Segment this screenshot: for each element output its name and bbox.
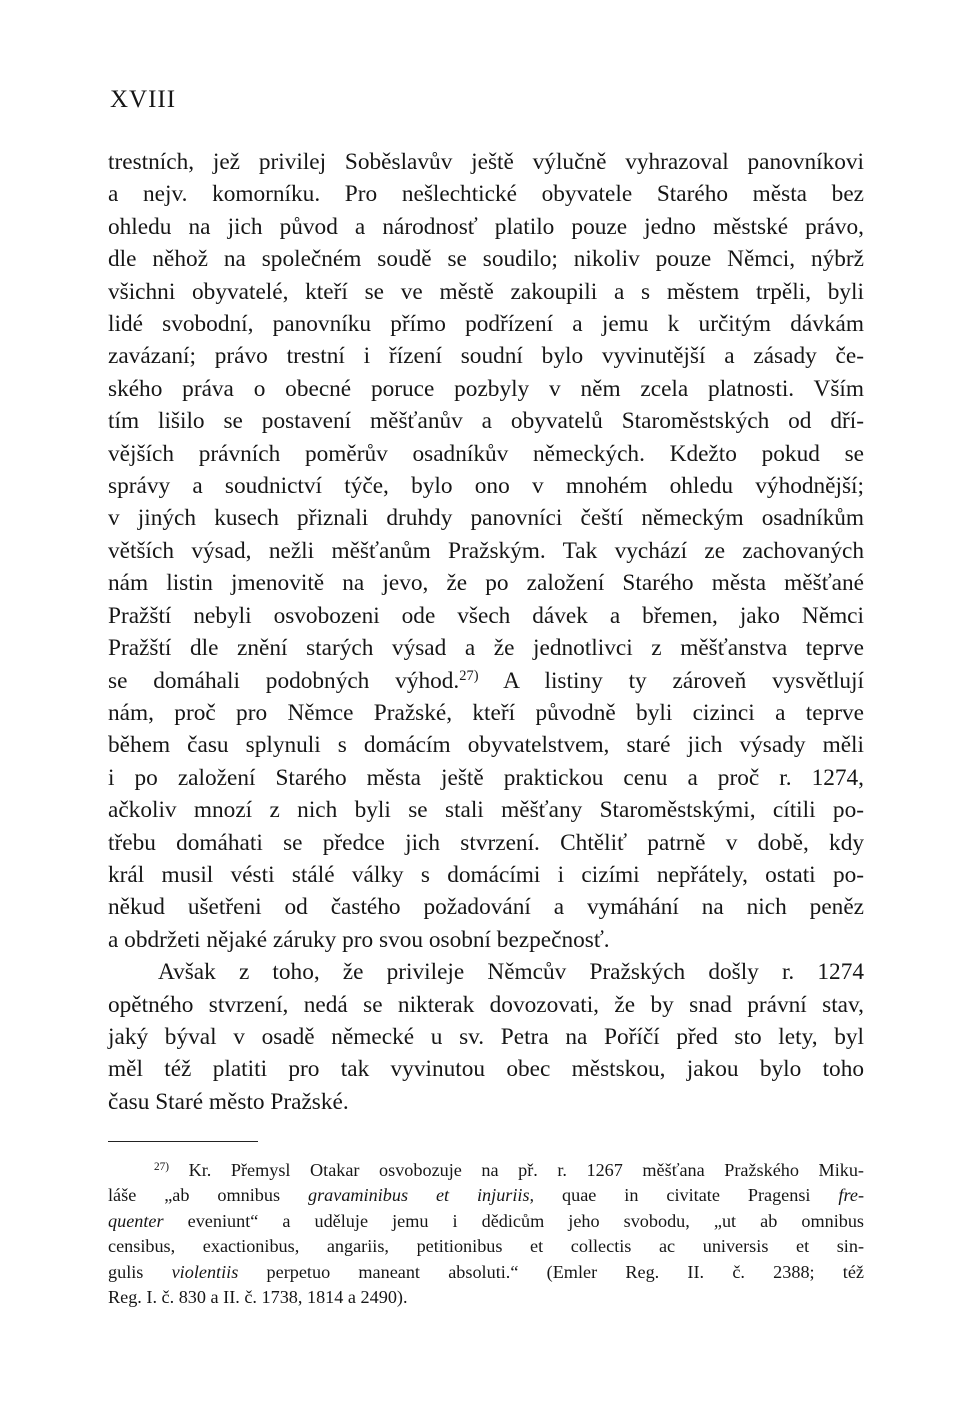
text-line: nám listin jmenovitě na jevo, že po založení Starého města měšťané <box>108 570 864 597</box>
footnote-line: censibus, exactionibus, angariis, petitionibus et collectis ac universis et sin- <box>108 1236 864 1257</box>
text-line: opětného stvrzení, nedá se nikterak dovozovati, že by snad právní stav, <box>108 991 864 1018</box>
page-number: XVIII <box>110 86 177 113</box>
italic-fragment: gravaminibus et injuriis, <box>307 1185 535 1206</box>
text-line: v jiných kusech přiznali druhdy panovníci čeští německým osadníkům <box>108 505 864 532</box>
footnote-line: Reg. I. č. 830 a II. č. 1738, 1814 a 2490). <box>108 1287 408 1308</box>
text-line: ohledu na jich původ a národnosť platilo pouze jedno městské právo, <box>108 213 864 240</box>
text-fragment: A listiny ty zároveň vysvětlují <box>503 667 865 694</box>
text-line: času Staré město Pražské. <box>108 1088 349 1115</box>
text-line: Pražští nebyli osvobozeni ode všech dávek a břemen, jako Němci <box>108 602 864 629</box>
footnote-line <box>108 1260 864 1285</box>
text-line: a nejv. komorníku. Pro nešlechtické obyvatele Starého města bez <box>108 181 864 208</box>
footnote <box>108 1158 864 1310</box>
text-line: a obdržeti nějaké záruky pro svou osobní bezpečnosť. <box>108 926 610 953</box>
text-fragment: Kr. Přemysl Otakar osvobozuje na př. r. 1267 měšťana Pražského Miku- <box>188 1160 864 1180</box>
text-line: ského práva o obecné poruce pozbyly v něm zcela platnosti. Vším <box>108 375 864 402</box>
text-line: správy a soudnictví týče, bylo ono v mnohém ohledu výhodnější; <box>108 473 864 500</box>
text-line: dle něhož na společném soudě se soudilo; nikoliv pouze Němci, nýbrž <box>108 246 864 273</box>
footnote-marker: 27) <box>154 1160 170 1173</box>
text-fragment: eveniunt“ a uděluje jemu i dědicům jeho svobodu, „ut ab omnibus <box>187 1210 865 1231</box>
text-line: i po založení Starého města ještě praktickou cenu a proč r. 1274, <box>108 764 864 791</box>
italic-fragment: quenter <box>108 1210 164 1231</box>
text-fragment: se domáhali podobných výhod. <box>108 667 460 694</box>
text-line: větších výsad, nežli měšťanům Pražským. Tak vychází ze zachovaných <box>108 537 864 564</box>
text-line: během času splynuli s domácím obyvatelstvem, staré jich výsady měli <box>108 732 864 759</box>
text-fragment: perpetuo maneant absoluti.“ (Emler Reg. II. č. 2388; též <box>266 1261 865 1282</box>
text-line: jaký býval v osadě německé u sv. Petra na Poříčí před sto lety, byl <box>108 1023 864 1050</box>
text-line: lidé svobodní, panovníku přímo podřízení a jemu k určitým dávkám <box>108 311 864 338</box>
text-line: ačkoliv mnozí z nich byli se stali měšťany Staroměstskými, cítili po- <box>108 797 864 824</box>
text-line: měl též platiti pro tak vyvinutou obec městskou, jakou bylo toho <box>108 1056 864 1083</box>
italic-fragment: violentiis <box>171 1261 239 1282</box>
text-line: Pražští dle znění starých výsad a že jednotlivci z měšťanstva teprve <box>108 635 864 662</box>
text-fragment: gulis <box>108 1261 144 1282</box>
text-line: tím lišilo se postavení měšťanův a obyvatelů Staroměstských od dří- <box>108 408 864 435</box>
italic-fragment: fre- <box>838 1185 865 1206</box>
main-text <box>108 146 864 1118</box>
footnote-line <box>108 1209 864 1234</box>
footnote-reference: 27) <box>459 667 479 684</box>
text-line: všichni obyvatelé, kteří se ve městě zakoupili a s městem trpěli, byli <box>108 278 864 305</box>
text-fragment: láše „ab omnibus <box>108 1185 281 1206</box>
text-line: někud ušetřeni od častého požadování a vymáhání na nich peněz <box>108 894 864 921</box>
footnote-line <box>108 1183 864 1208</box>
text-line: král musil vésti stálé války s domácími i cizími nepřátely, ostati po- <box>108 861 864 888</box>
paragraph-start-line: Avšak z toho, že privileje Němcův Pražských došly r. 1274 <box>158 959 864 986</box>
footnote-separator <box>108 1141 258 1142</box>
text-line: třebu domáhati se předce jich stvrzení. Chtěliť patrně v době, kdy <box>108 829 864 856</box>
text-line-with-footnote-ref <box>108 665 864 697</box>
text-line: nám, proč pro Němce Pražské, kteří původně byli cizinci a teprve <box>108 699 864 726</box>
text-fragment: quae in civitate Pragensi <box>562 1185 811 1206</box>
footnote-line <box>108 1158 864 1183</box>
text-line: zavázaní; právo trestní i řízení soudní bylo vyvinutější a zásady če- <box>108 343 864 370</box>
text-line: vějších právních poměrův osadníkův německých. Kdežto pokud se <box>108 440 864 467</box>
text-line: trestních, jež privilej Soběslavův ještě výlučně vyhrazoval panovníkovi <box>108 149 864 175</box>
